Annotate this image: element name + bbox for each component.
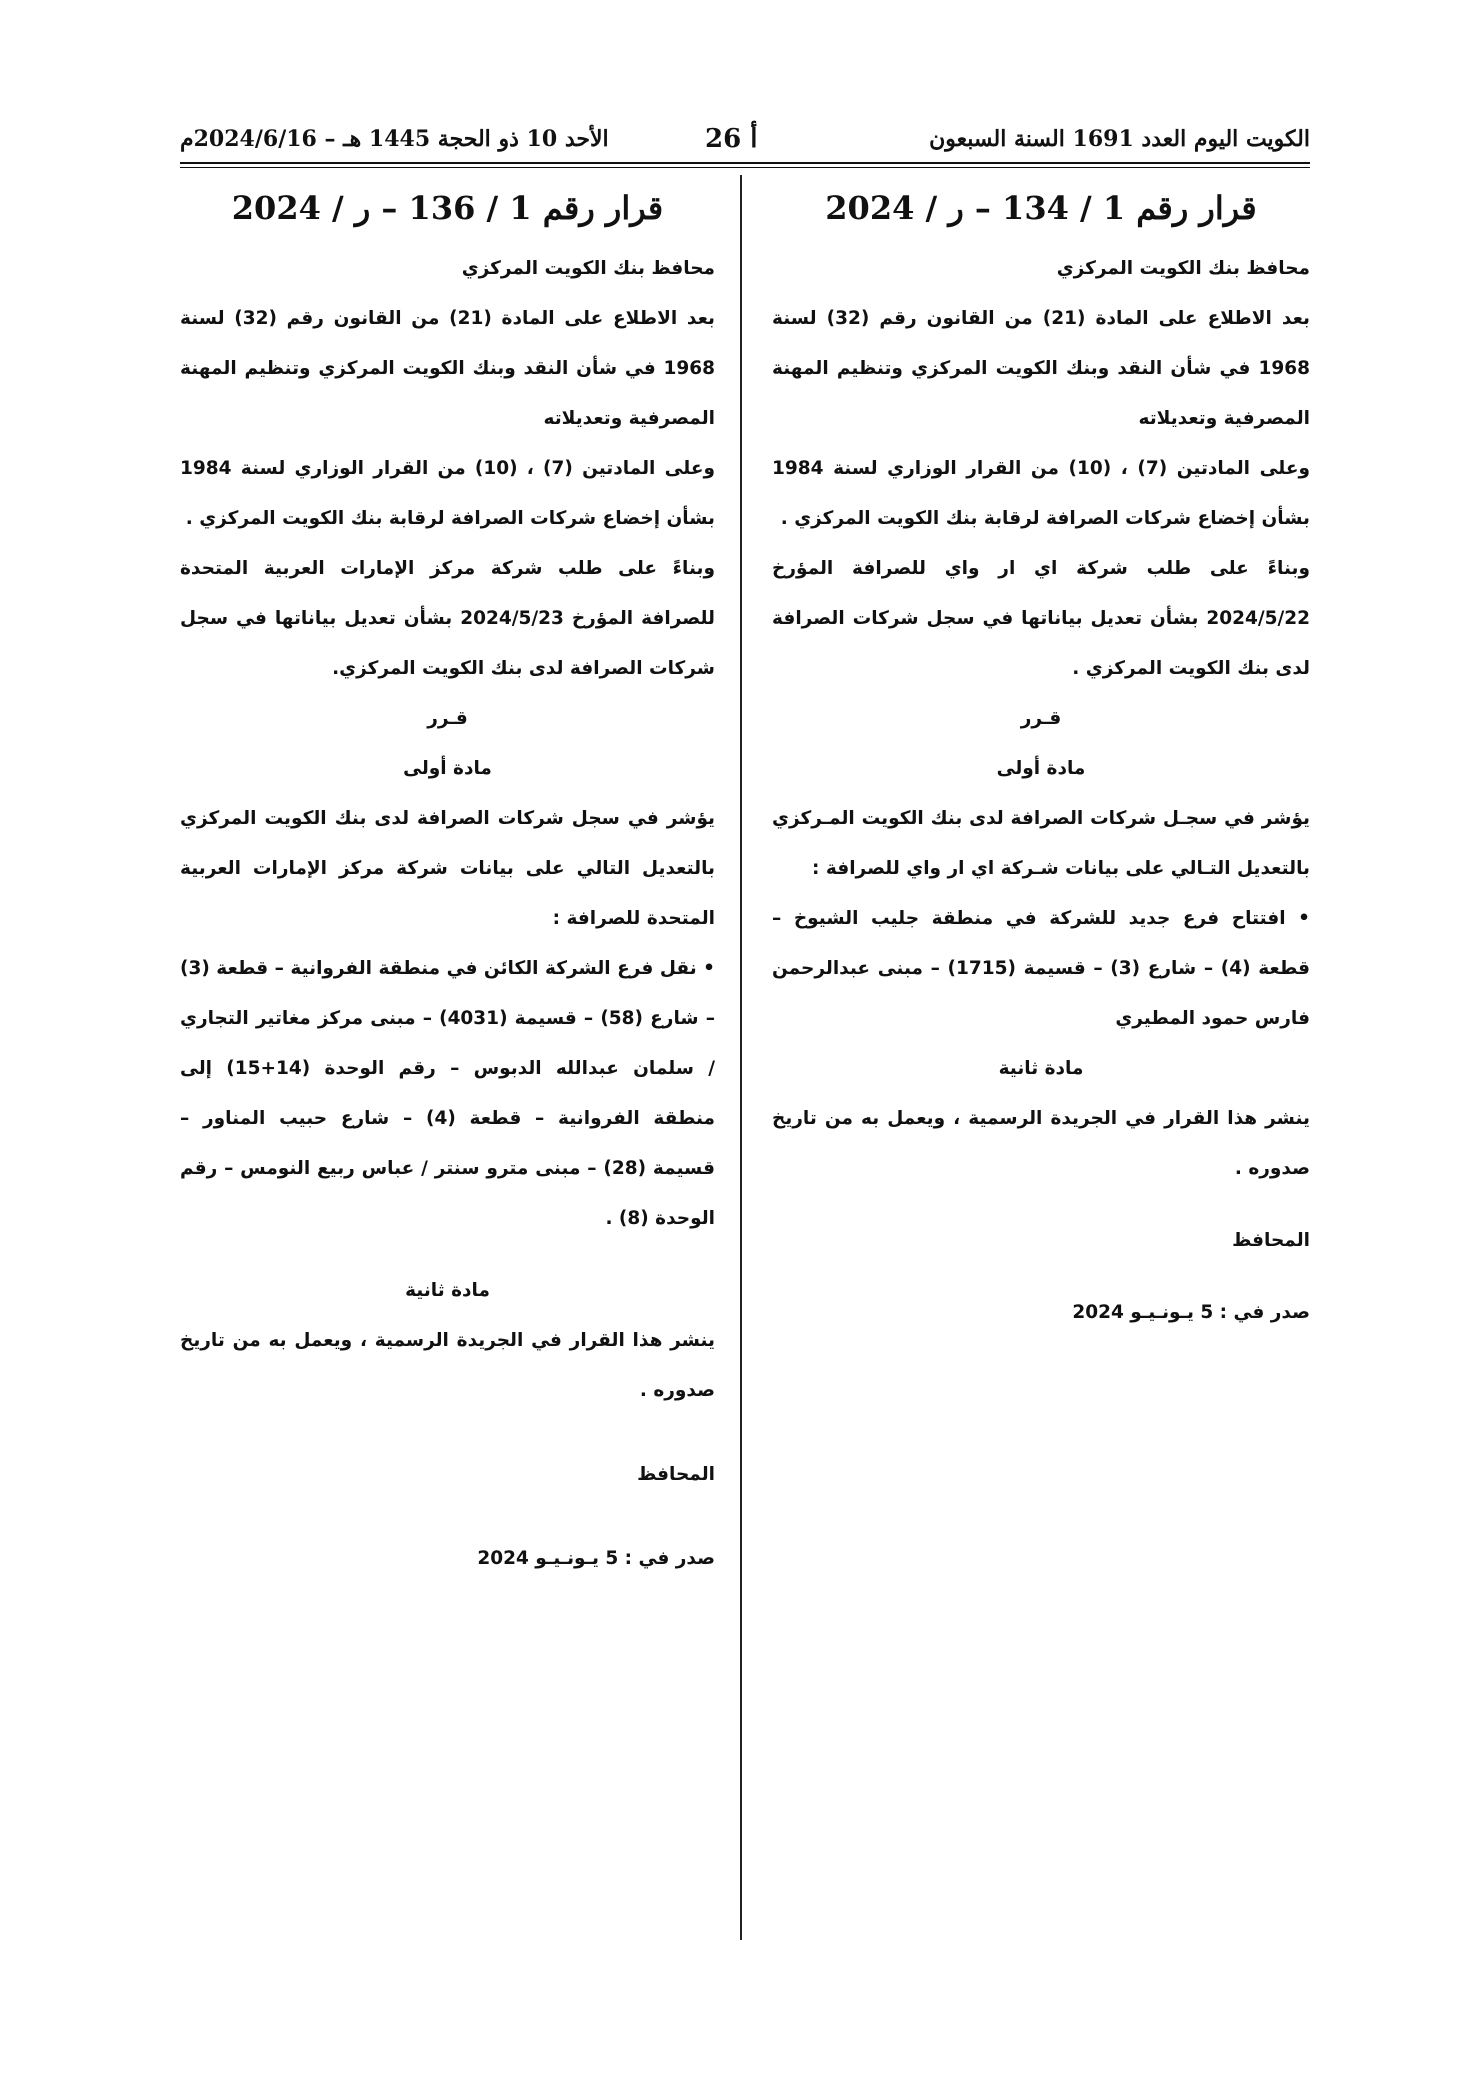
header-page-number: أ 26 bbox=[705, 124, 758, 154]
decision-title: قرار رقم 1 / 136 – ر / 2024 bbox=[231, 189, 664, 227]
recital-paragraph: بعد الاطلاع على المادة (21) من القانون رقم (32) لسنة 1968 في شأن النقد وبنك الكويت المركزي وتنظيم المهنة المصرفية وتعديلاته bbox=[772, 308, 1310, 429]
article-heading: مادة أولى bbox=[403, 758, 492, 779]
header-issue: الكويت اليوم العدد 1691 السنة السبعون bbox=[929, 126, 1310, 152]
article-text: يؤشر في سجـل شركات الصرافة لدى بنك الكويت المـركزي بالتعديل التـالي على بيانات شـركة اي ار واي للصرافة : bbox=[772, 808, 1310, 879]
signatory: المحافظ bbox=[637, 1464, 715, 1485]
recital-paragraph: بعد الاطلاع على المادة (21) من القانون رقم (32) لسنة 1968 في شأن النقد وبنك الكويت المركزي وتنظيم المهنة المصرفية وتعديلاته bbox=[180, 308, 715, 429]
article-bullet: • افتتاح فرع جديد للشركة في منطقة جليب الشيوخ – قطعة (4) – شارع (3) – قسيمة (1715) – مبنى عبدالرحمن فارس حمود المطيري bbox=[772, 908, 1310, 1029]
article-text: يؤشر في سجل شركات الصرافة لدى بنك الكويت المركزي بالتعديل التالي على بيانات شركة مركز الإمارات العربية المتحدة للصرافة : bbox=[180, 808, 715, 929]
decision-134-column bbox=[772, 180, 1310, 1338]
article-text: ينشر هذا القرار في الجريدة الرسمية ، ويعمل به من تاريخ صدوره . bbox=[772, 1108, 1310, 1179]
recital-paragraph: وعلى المادتين (7) ، (10) من القرار الوزاري لسنة 1984 بشأن إخضاع شركات الصرافة لرقابة بنك الكويت المركزي . bbox=[180, 458, 715, 529]
recital-paragraph: وبناءً على طلب شركة اي ار واي للصرافة المؤرخ 2024/5/22 بشأن تعديل بياناتها في سجل شركات الصرافة لدى بنك الكويت المركزي . bbox=[772, 558, 1310, 679]
decision-issuer: محافظ بنك الكويت المركزي bbox=[1056, 258, 1310, 279]
recital-paragraph: وعلى المادتين (7) ، (10) من القرار الوزاري لسنة 1984 بشأن إخضاع شركات الصرافة لرقابة بنك الكويت المركزي . bbox=[772, 458, 1310, 529]
page-header bbox=[180, 118, 1310, 158]
decision-title: قرار رقم 1 / 134 – ر / 2024 bbox=[825, 189, 1257, 227]
article-heading: مادة ثانية bbox=[998, 1058, 1084, 1079]
signatory: المحافظ bbox=[1232, 1230, 1310, 1251]
header-rule-thin bbox=[180, 167, 1310, 168]
issue-date: صدر في : 5 يـونـيـو 2024 bbox=[1072, 1302, 1310, 1323]
column-divider bbox=[740, 175, 742, 1940]
decision-136-column bbox=[180, 180, 715, 1584]
article-text: ينشر هذا القرار في الجريدة الرسمية ، ويعمل به من تاريخ صدوره . bbox=[180, 1330, 715, 1401]
decision-issuer: محافظ بنك الكويت المركزي bbox=[461, 258, 715, 279]
decided-heading: قـرر bbox=[427, 708, 468, 729]
header-rule bbox=[180, 162, 1310, 164]
decided-heading: قـرر bbox=[1020, 708, 1062, 729]
article-heading: مادة أولى bbox=[996, 758, 1086, 779]
header-date: الأحد 10 ذو الحجة 1445 هـ – 2024/6/16م bbox=[180, 126, 609, 152]
recital-paragraph: وبناءً على طلب شركة مركز الإمارات العربية المتحدة للصرافة المؤرخ 2024/5/23 بشأن تعديل بياناتها في سجل شركات الصرافة لدى بنك الكويت المركزي. bbox=[180, 558, 715, 679]
issue-date: صدر في : 5 يـونـيـو 2024 bbox=[477, 1548, 715, 1569]
article-bullet: • نقل فرع الشركة الكائن في منطقة الفروانية – قطعة (3) – شارع (58) – قسيمة (4031) – مبنى مركز مغاتير التجاري / سلمان عبدالله الدبوس – رقم الوحدة (14+15) إلى منطقة الفروانية – قطعة (4) – شارع حبيب المناور – قسيمة (28) – مبنى مترو سنتر / عباس ربيع النومس – رقم الوحدة (8) . bbox=[180, 958, 716, 1229]
article-heading: مادة ثانية bbox=[405, 1280, 490, 1301]
